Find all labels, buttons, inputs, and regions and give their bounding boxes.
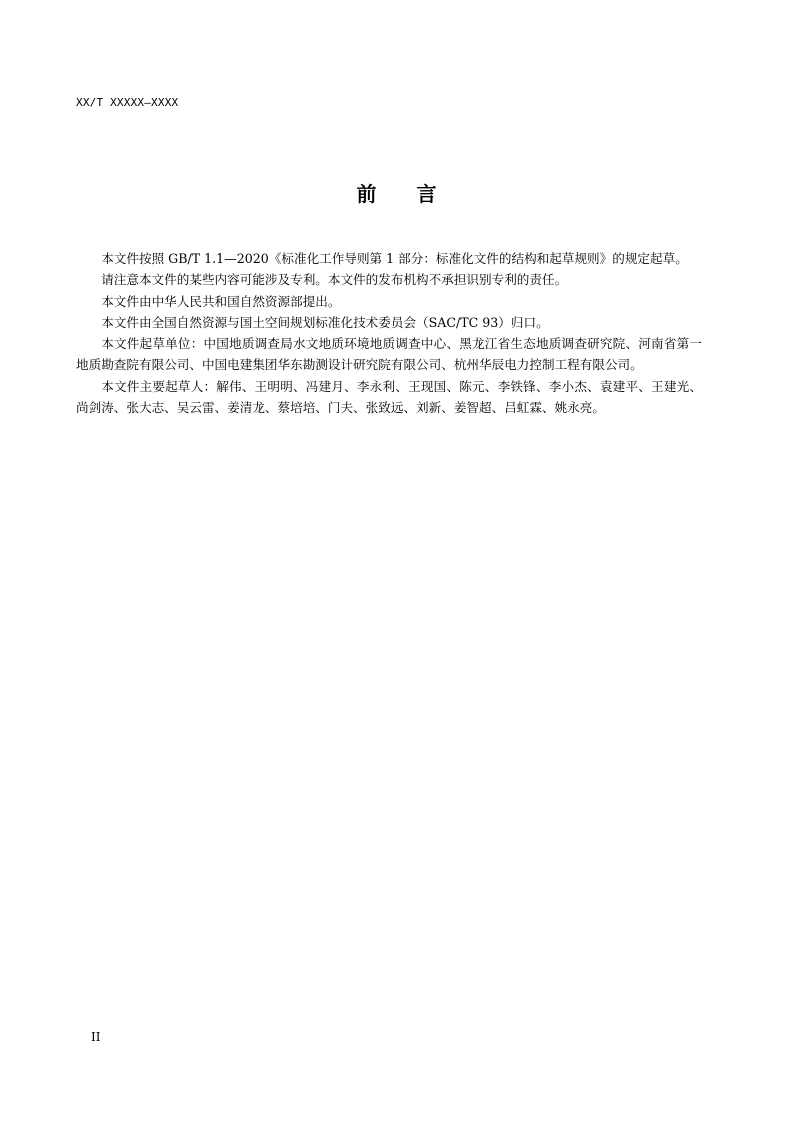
paragraph-drafting-units: 本文件起草单位：中国地质调查局水文地质环境地质调查中心、黑龙江省生态地质调查研究院、河南省第一地质勘查院有限公司、中国电建集团华东勘测设计研究院有限公司、杭州华辰电力控制工程有限公司。 — [76, 336, 702, 373]
paragraph-administration: 本文件由全国自然资源与国土空间规划标准化技术委员会（SAC/TC 93）归口。 — [101, 314, 549, 330]
paragraph-drafting-rules: 本文件按照 GB/T 1.1—2020《标准化工作导则第 1 部分：标准化文件的结构和起草规则》的规定起草。 — [101, 251, 688, 266]
paragraph-proposer: 本文件由中华人民共和国自然资源部提出。 — [101, 293, 341, 309]
paragraph-patent-notice: 请注意本文件的某些内容可能涉及专利。本文件的发布机构不承担识别专利的责任。 — [101, 272, 568, 288]
page-number: II — [91, 1030, 101, 1044]
page-title: 前言 — [356, 182, 477, 206]
paragraph-drafters: 本文件主要起草人：解伟、王明明、冯建月、李永利、王现国、陈元、李铁锋、李小杰、袁建平、王建光、尚剑涛、张大志、吴云雷、姜清龙、蔡培培、门夫、张致远、刘新、姜智超、吕虹霖、姚永亮。 — [76, 378, 702, 416]
foreword-body — [76, 248, 702, 418]
document-code: XX/T XXXXX—XXXX — [76, 96, 179, 109]
